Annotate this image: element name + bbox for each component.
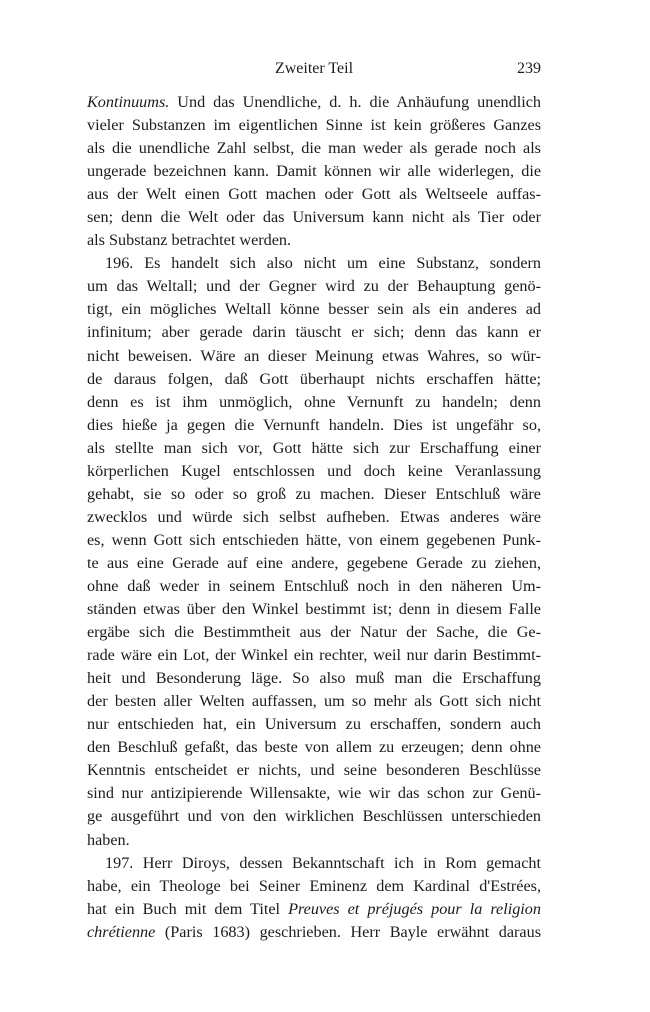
text-line xyxy=(87,713,541,736)
text-line xyxy=(87,506,541,529)
text-line xyxy=(87,921,541,944)
body-text xyxy=(87,91,541,944)
text-segment: de daraus folgen, daß Gott überhaupt nichts erschaffen hätte; xyxy=(87,369,541,388)
italic-text: Preuves et préjugés pour la religion xyxy=(288,899,541,918)
text-segment: 196. Es handelt sich also nicht um eine Substanz, sondern xyxy=(105,254,541,273)
text-line xyxy=(87,275,541,298)
text-segment: ständen etwas über den Winkel bestimmt ist; denn in diesem Falle xyxy=(87,600,541,619)
text-line xyxy=(87,183,541,206)
text-segment: dies hieße ja gegen die Vernunft handeln. Dies ist ungefähr so, xyxy=(87,415,541,434)
text-segment: (Paris 1683) geschrieben. Herr Bayle erwähnt daraus xyxy=(155,922,541,941)
text-segment: ge ausgeführt und von den wirklichen Beschlüssen unterschieden xyxy=(87,807,541,826)
text-line xyxy=(87,829,541,852)
text-segment: infinitum; aber gerade darin täuscht er sich; denn das kann er xyxy=(87,323,541,342)
text-line xyxy=(87,805,541,828)
text-segment: nur entschieden hat, ein Universum zu erschaffen, sondern auch xyxy=(87,715,541,734)
text-segment: der besten aller Welten auffassen, um so mehr als Gott sich nicht xyxy=(87,692,541,711)
text-line xyxy=(87,437,541,460)
text-segment: rade wäre ein Lot, der Winkel ein rechter, weil nur darin Bestimmt- xyxy=(87,646,541,665)
text-segment: haben. xyxy=(87,830,130,849)
book-page xyxy=(87,60,541,944)
running-title: Zweiter Teil xyxy=(274,60,354,77)
italic-text: Kontinuums. xyxy=(87,93,170,111)
text-line xyxy=(87,690,541,713)
text-segment: sind nur antizipierende Willensakte, wie wir das schon zur Genü- xyxy=(87,784,541,803)
text-line xyxy=(87,414,541,437)
text-line xyxy=(87,759,541,782)
text-segment: habe, ein Theologe bei Seiner Eminenz dem Kardinal d'Estrées, xyxy=(87,876,541,895)
text-line xyxy=(87,391,541,414)
text-line xyxy=(87,460,541,483)
text-segment: denn es ist ihm unmöglich, ohne Vernunft zu handeln; denn xyxy=(87,392,541,411)
text-line xyxy=(87,529,541,552)
text-line xyxy=(87,91,541,114)
italic-text: chrétienne xyxy=(87,922,156,941)
paragraph-first-line xyxy=(87,252,541,275)
text-segment: körperlichen Kugel entschlossen und doch keine Veranlassung xyxy=(87,461,541,480)
text-line xyxy=(87,552,541,575)
running-head xyxy=(87,60,541,86)
page-number: 239 xyxy=(517,60,541,77)
text-segment: heit und Besonderung läge. So also muß man die Erschaffung xyxy=(87,669,541,688)
text-segment: Kenntnis entscheidet er nichts, und seine besonderen Beschlüsse xyxy=(87,761,541,780)
text-line xyxy=(87,898,541,921)
text-segment: gehabt, sie so oder so groß zu machen. Dieser Entschluß wäre xyxy=(87,484,541,503)
text-line xyxy=(87,621,541,644)
text-segment: zwecklos und würde sich selbst aufheben. Etwas anderes wäre xyxy=(87,507,541,526)
text-line xyxy=(87,206,541,229)
text-segment: ungerade bezeichnen kann. Damit können wir alle widerlegen, die xyxy=(87,162,541,181)
text-segment: tigt, ein mögliches Weltall könne besser sein als ein anderes ad xyxy=(87,300,541,319)
text-line xyxy=(87,575,541,598)
text-segment: 197. Herr Diroys, dessen Bekanntschaft ich in Rom gemacht xyxy=(105,853,541,872)
text-line xyxy=(87,483,541,506)
text-line xyxy=(87,298,541,321)
text-line xyxy=(87,137,541,160)
text-line xyxy=(87,667,541,690)
text-line xyxy=(87,598,541,621)
text-segment: nicht beweisen. Wäre an dieser Meinung etwas Wahres, so wür- xyxy=(87,346,541,365)
text-line xyxy=(87,368,541,391)
text-segment: um das Weltall; und der Gegner wird zu der Behauptung genö- xyxy=(87,277,541,296)
text-line xyxy=(87,875,541,898)
text-segment: sen; denn die Welt oder das Universum kann nicht als Tier oder xyxy=(87,208,541,227)
text-segment: es, wenn Gott sich entschieden hätte, von einem gegebenen Punk- xyxy=(87,530,541,549)
text-segment: ohne daß weder in seinem Entschluß noch in den näheren Um- xyxy=(87,576,541,595)
text-line xyxy=(87,736,541,759)
text-segment: Und das Unendliche, d. h. die Anhäufung unendlich xyxy=(169,93,541,111)
text-line xyxy=(87,229,541,252)
text-segment: als stellte man sich vor, Gott hätte sich zur Erschaffung einer xyxy=(87,438,541,457)
text-segment: te aus eine Gerade auf eine andere, gegebene Gerade zu ziehen, xyxy=(87,553,541,572)
text-segment: vieler Substanzen im eigentlichen Sinne ist kein größeres Ganzes xyxy=(87,116,541,135)
text-line xyxy=(87,114,541,137)
text-line xyxy=(87,782,541,805)
text-line xyxy=(87,644,541,667)
text-segment: hat ein Buch mit dem Titel xyxy=(87,899,289,918)
text-line xyxy=(87,321,541,344)
text-segment: aus der Welt einen Gott machen oder Gott als Weltseele auffas- xyxy=(87,185,541,204)
text-segment: den Beschluß gefaßt, das beste von allem zu erzeugen; denn ohne xyxy=(87,738,541,757)
text-line xyxy=(87,345,541,368)
text-segment: als die unendliche Zahl selbst, die man weder als gerade noch als xyxy=(87,139,541,158)
text-line xyxy=(87,160,541,183)
text-segment: ergäbe sich die Bestimmtheit aus der Natur der Sache, die Ge- xyxy=(87,623,541,642)
text-segment: als Substanz betrachtet werden. xyxy=(87,231,292,250)
paragraph-first-line xyxy=(87,852,541,875)
